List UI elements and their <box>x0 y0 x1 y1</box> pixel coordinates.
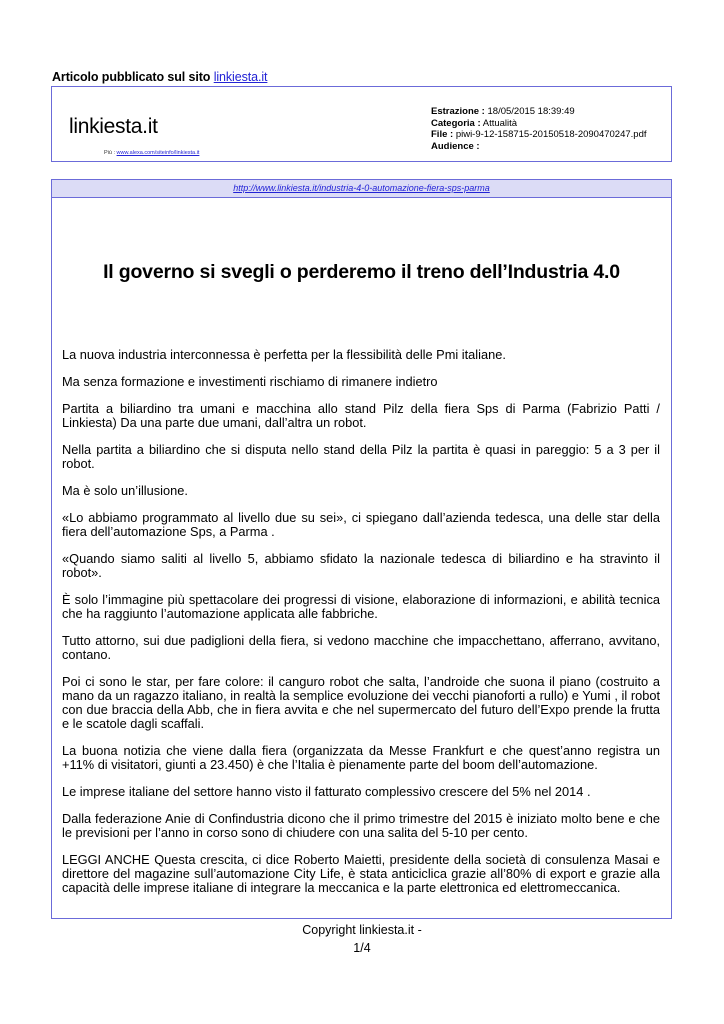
article-paragraph: Tutto attorno, sui due padiglioni della fiera, si vedono macchine che impacchettano, afferrano, avvitano, contano. <box>62 633 660 662</box>
article-url-link[interactable]: http://www.linkiesta.it/industria-4-0-automazione-fiera-sps-parma <box>233 183 490 193</box>
meta-audience <box>431 141 647 153</box>
meta-categoria <box>431 118 647 130</box>
article-title: Il governo si svegli o perderemo il treno dell’Industria 4.0 <box>103 261 620 283</box>
categoria-value: Attualità <box>482 117 518 129</box>
published-label: Articolo pubblicato sul sito <box>52 70 211 84</box>
site-link[interactable]: linkiesta.it <box>213 70 268 84</box>
article-paragraph: È solo l’immagine più spettacolare dei progressi di visione, elaborazione di informazioni, e abilità tecnica che ha raggiunto l’automazione applicata alle fabbriche. <box>62 592 660 621</box>
estrazione-label: Estrazione : <box>431 106 485 117</box>
article-paragraph: «Quando siamo saliti al livello 5, abbiamo sfidato la nazionale tedesca di biliardino e ha stravinto il robot». <box>62 551 660 580</box>
article-url-bar <box>52 180 671 198</box>
published-on-line <box>52 70 267 84</box>
page-number: 1/4 <box>353 941 371 955</box>
article-paragraph: Poi ci sono le star, per fare colore: il canguro robot che salta, l’androide che suona il piano (costruito a mano da un ragazzo italiano, in realtà la semplice evoluzione dei vecchi pianoforti a rullo) e Yumi , il robot con due braccia della Abb, che in fiera avvita e che nel supermercato del futuro dell’Expo prende la frutta e le scatole dagli scaffali. <box>62 674 660 731</box>
more-info <box>104 150 199 156</box>
file-value: piwi-9-12-158715-20150518-2090470247.pdf <box>455 129 647 140</box>
copyright-text: Copyright linkiesta.it - <box>302 923 422 937</box>
article-paragraph: «Lo abbiamo programmato al livello due su sei», ci spiegano dall’azienda tedesca, una delle star della fiera dell’automazione Sps, a Parma . <box>62 510 660 539</box>
alexa-link[interactable]: www.alexa.com/siteinfo/linkiesta.it <box>116 150 200 156</box>
article-paragraph: Partita a biliardino tra umani e macchina allo stand Pilz della fiera Sps di Parma (Fabrizio Patti / Linkiesta) Da una parte due umani, dall’altra un robot. <box>62 401 660 430</box>
article-box <box>51 179 672 919</box>
more-label: Più : <box>104 150 116 156</box>
meta-file <box>431 129 647 141</box>
article-paragraph: LEGGI ANCHE Questa crescita, ci dice Roberto Maietti, presidente della società di consulenza Masai e direttore del magazine sull’automazione City Life, è stata anticiclica grazie all’80% di export e grazie alla capacità delle imprese italiane di integrare la meccanica e la parte elettronica ed elettromeccanica. <box>62 852 660 895</box>
page-footer <box>0 921 724 957</box>
article-paragraph: Nella partita a biliardino che si disputa nello stand della Pilz la partita è quasi in pareggio: 5 a 3 per il robot. <box>62 442 660 471</box>
header-box <box>51 86 672 162</box>
article-paragraph: Ma senza formazione e investimenti rischiamo di rimanere indietro <box>62 374 438 389</box>
brand-logo: linkiesta.it <box>69 115 158 138</box>
file-label: File : <box>431 129 454 140</box>
meta-estrazione <box>431 106 647 118</box>
article-body <box>62 348 660 908</box>
article-paragraph: La buona notizia che viene dalla fiera (organizzata da Messe Frankfurt e che quest’anno registra un +11% di visitatori, giunti a 23.450) è che l’Italia è pienamente parte del boom dell’automazione. <box>62 743 660 772</box>
estrazione-value: 18/05/2015 18:39:49 <box>487 106 575 117</box>
audience-label: Audience : <box>431 140 480 152</box>
categoria-label: Categoria : <box>431 117 481 129</box>
article-paragraph: Ma è solo un’illusione. <box>62 483 188 498</box>
article-paragraph: Dalla federazione Anie di Confindustria dicono che il primo trimestre del 2015 è iniziato molto bene e che le previsioni per l’anno in corso sono di chiudere con una salita del 5-10 per cento. <box>62 811 660 840</box>
meta-info <box>431 106 647 152</box>
article-paragraph: La nuova industria interconnessa è perfetta per la flessibilità delle Pmi italiane. <box>62 347 506 362</box>
article-paragraph: Le imprese italiane del settore hanno visto il fatturato complessivo crescere del 5% nel 2014 . <box>62 784 591 799</box>
